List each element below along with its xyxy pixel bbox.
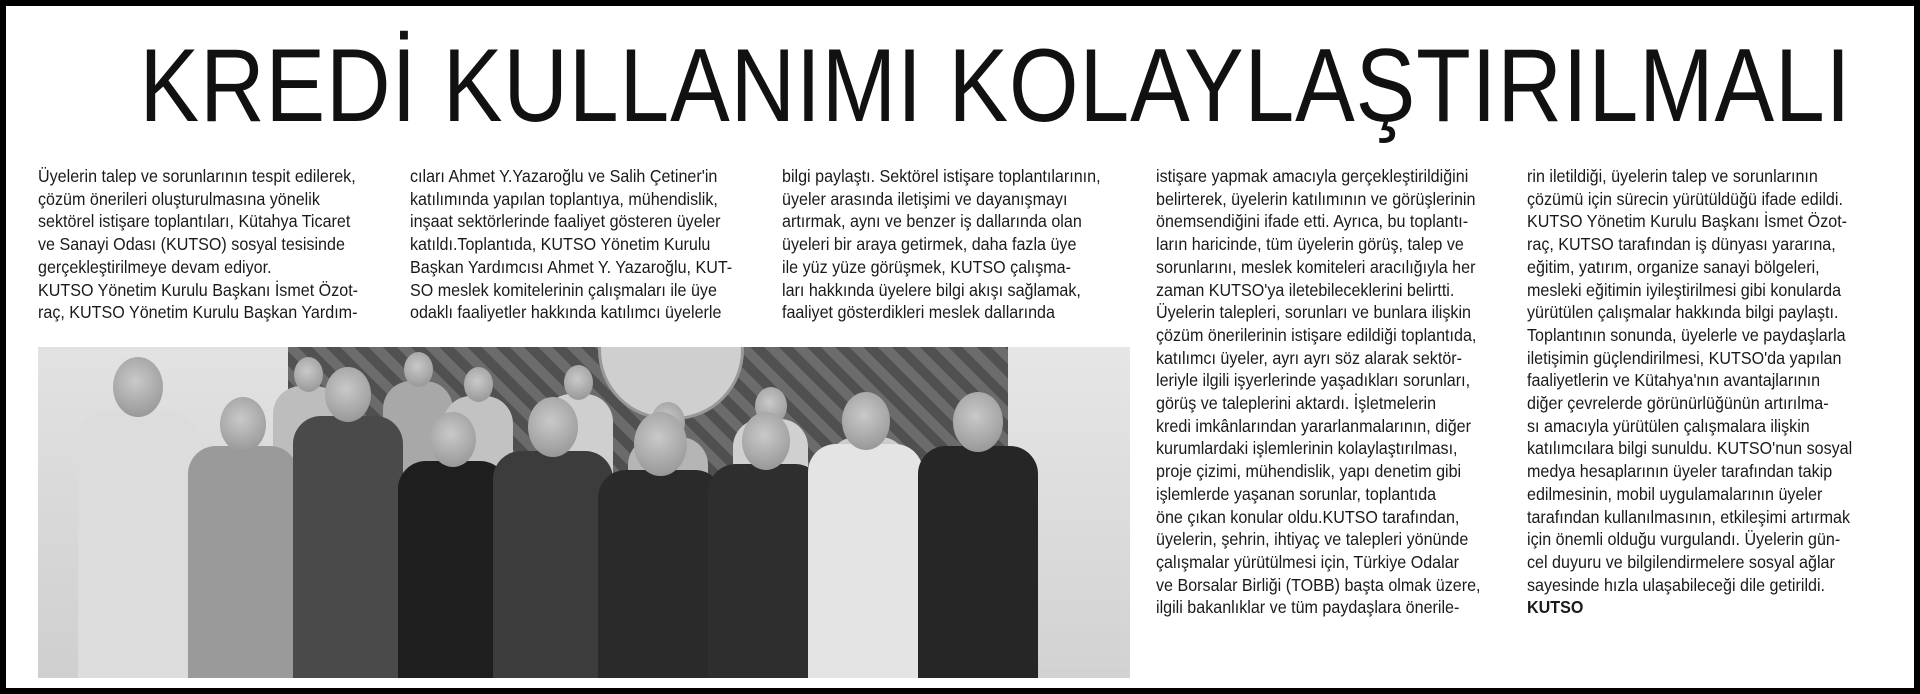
text-line: gerçekleştirilmeye devam ediyor. xyxy=(38,256,272,277)
text-line: kredi imkânlarından yararlanmalarının, diğer xyxy=(1156,415,1471,436)
person-head xyxy=(404,352,433,387)
person-head xyxy=(113,357,163,417)
text-line: katılımcı üyeler, ayrı ayrı söz alarak sektör- xyxy=(1156,347,1463,368)
text-line: mesleki eğitimin iyileştirilmesi gibi konularda xyxy=(1527,279,1842,300)
text-line: faaliyet gösterdikleri meslek dallarında xyxy=(782,302,1055,323)
text-line: ve Borsalar Birliği (TOBB) başta olmak üzere, xyxy=(1156,574,1481,595)
person-head xyxy=(564,365,593,400)
text-line: yürütülen çalışmalar hakkında bilgi paylaştı. xyxy=(1527,302,1839,323)
text-line: odaklı faaliyetler hakkında katılımcı üyelerle xyxy=(410,302,722,323)
text-line: sektörel istişare toplantıları, Kütahya Ticaret xyxy=(38,211,351,232)
text-line: zaman KUTSO'ya iletebileceklerini belirtti. xyxy=(1156,279,1455,300)
text-line: ve Sanayi Odası (KUTSO) sosyal tesisinde xyxy=(38,234,345,255)
text-line: Başkan Yardımcısı Ahmet Y. Yazaroğlu, KUT- xyxy=(410,256,733,277)
text-line: Toplantının sonunda, üyelerle ve paydaşlarla xyxy=(1527,324,1846,345)
text-line: raç, KUTSO Yönetim Kurulu Başkan Yardım- xyxy=(38,302,358,323)
text-line: tarafından kullanılmasının, etkileşimi artırmak xyxy=(1527,506,1851,527)
text-line: cıları Ahmet Y.Yazaroğlu ve Salih Çetiner'in xyxy=(410,166,718,186)
text-line: üyeleri bir araya getirmek, daha fazla üye xyxy=(782,234,1077,255)
text-line: sı amacıyla yürütülen çalışmalara ilişkin xyxy=(1527,415,1810,436)
text-line: diğer çevrelerde görünürlüğünün artırılma- xyxy=(1527,393,1829,414)
person-body xyxy=(708,464,823,678)
article-column-1 xyxy=(38,165,358,324)
person-body xyxy=(598,470,723,678)
person-head xyxy=(528,397,578,457)
text-line: cel duyuru ve bilgilendirmelere sosyal ağlar xyxy=(1527,551,1835,572)
person-head xyxy=(220,397,266,452)
person-body xyxy=(188,446,298,678)
text-line: çözüm önerileri oluşturulmasına yönelik xyxy=(38,188,320,209)
text-line: ilgili bakanlıklar ve tüm paydaşlara önerile- xyxy=(1156,597,1460,618)
text-line: eğitim, yatırım, organize sanayi bölgeleri, xyxy=(1527,256,1820,277)
group-photo xyxy=(38,347,1130,678)
text-line: Üyelerin talep ve sorunlarının tespit edilerek, xyxy=(38,166,356,186)
text-line: görüş ve taleplerini aktardı. İşletmelerin xyxy=(1156,393,1437,414)
headline: KREDİ KULLANIMI KOLAYLAŞTIRILMALI xyxy=(139,28,1852,144)
text-line: işlemlerde yaşanan sorunlar, toplantıda xyxy=(1156,483,1437,504)
text-line: bilgi paylaştı. Sektörel istişare toplantılarının, xyxy=(782,166,1101,186)
text-line: çalışmalar yürütülmesi için, Türkiye Odalar xyxy=(1156,551,1460,572)
person-head xyxy=(325,367,371,422)
person-body xyxy=(78,411,198,678)
text-line: sayesinde hızla ulaşabileceği dile getirildi. xyxy=(1527,574,1826,595)
text-line: belirterek, üyelerin katılımının ve görüşlerinin xyxy=(1156,188,1476,209)
article-column-3 xyxy=(782,165,1101,324)
text-line: ile yüz yüze görüşmek, KUTSO çalışma- xyxy=(782,256,1071,277)
text-line: rin iletildiği, üyelerin talep ve sorunlarının xyxy=(1527,166,1818,186)
article-column-4 xyxy=(1156,165,1481,619)
text-line: sorunlarını, meslek komiteleri aracılığıyla her xyxy=(1156,256,1476,277)
person-body xyxy=(808,444,923,678)
text-line: üyelerin, şehrin, ihtiyaç ve talepleri yönünde xyxy=(1156,529,1469,550)
text-line: ların haricinde, tüm üyelerin görüş, talep ve xyxy=(1156,234,1464,255)
text-line: katılımcılara bilgi sunuldu. KUTSO'nun sosyal xyxy=(1527,438,1853,459)
text-line: proje çizimi, mühendislik, yapı denetim gibi xyxy=(1156,461,1462,482)
person-head xyxy=(634,412,687,476)
text-line: artırmak, aynı ve benzer iş dallarında olan xyxy=(782,211,1082,232)
article-signature: KUTSO xyxy=(1527,597,1584,618)
person-head xyxy=(464,367,493,402)
newspaper-clipping xyxy=(6,6,1914,688)
text-line: Üyelerin talepleri, sorunları ve bunlara ilişkin xyxy=(1156,302,1471,323)
text-line: raç, KUTSO tarafından iş dünyası yararına, xyxy=(1527,234,1836,255)
person-head xyxy=(430,412,476,467)
text-line: öne çıkan konular oldu.KUTSO tarafından, xyxy=(1156,506,1460,527)
text-line: medya hesaplarının üyeler tarafından takip xyxy=(1527,461,1833,482)
text-line: üyeler arasında iletişimi ve dayanışmayı xyxy=(782,188,1068,209)
text-line: istişare yapmak amacıyla gerçekleştirildiğini xyxy=(1156,166,1469,186)
person-body xyxy=(493,451,613,678)
person-head xyxy=(842,392,890,450)
text-line: katıldı.Toplantıda, KUTSO Yönetim Kurulu xyxy=(410,234,711,255)
person-body xyxy=(918,446,1038,678)
text-line: leriyle ilgili işyerlerinde yaşadıkları sorunları, xyxy=(1156,370,1471,391)
text-line: çözüm önerilerinin istişare edildiği toplantıda, xyxy=(1156,324,1477,345)
person-head xyxy=(742,412,790,470)
article-column-2 xyxy=(410,165,732,324)
person-body xyxy=(398,461,508,678)
text-line: KUTSO Yönetim Kurulu Başkanı İsmet Özot- xyxy=(38,279,359,300)
article-column-5 xyxy=(1527,165,1852,619)
text-line: SO meslek komitelerinin çalışmaları ile üye xyxy=(410,279,717,300)
text-line: için önemli olduğu vurgulandı. Üyelerin gün- xyxy=(1527,529,1841,550)
text-line: kurumlardaki işlemlerinin kolaylaştırılması, xyxy=(1156,438,1458,459)
person-body xyxy=(293,416,403,678)
text-line: faaliyetlerin ve Kütahya'nın avantajlarının xyxy=(1527,370,1821,391)
person-head xyxy=(294,357,323,392)
text-line: KUTSO Yönetim Kurulu Başkanı İsmet Özot- xyxy=(1527,211,1848,232)
text-line: ları hakkında üyelere bilgi akışı sağlamak, xyxy=(782,279,1081,300)
text-line: iletişimin güçlendirilmesi, KUTSO'da yapılan xyxy=(1527,347,1842,368)
text-line: katılımında yapılan toplantıya, mühendislik, xyxy=(410,188,718,209)
text-line: önemsendiğini ifade etti. Ayrıca, bu toplantı- xyxy=(1156,211,1469,232)
text-line: çözümü için sürecin yürütüldüğü ifade edildi. xyxy=(1527,188,1843,209)
text-line: inşaat sektörlerinde faaliyet gösteren üyeler xyxy=(410,211,721,232)
person-head xyxy=(953,392,1003,452)
text-line: edilmesinin, mobil uygulamalarının üyeler xyxy=(1527,483,1823,504)
